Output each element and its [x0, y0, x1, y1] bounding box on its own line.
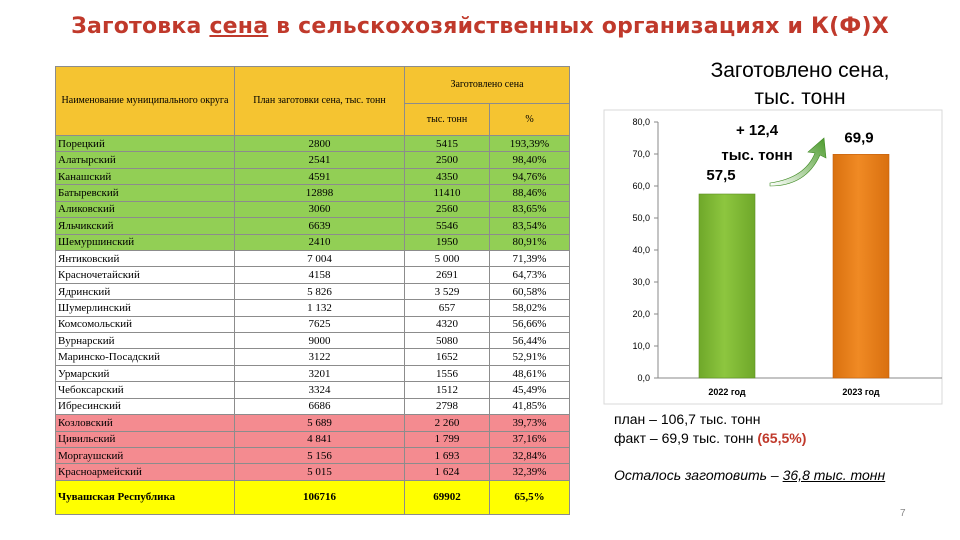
cell-tons: 2500: [405, 152, 490, 168]
cell-pct: 48,61%: [490, 365, 570, 381]
cell-name: Ядринский: [56, 283, 235, 299]
x-tick-label: 2022 год: [708, 387, 746, 397]
table-row: [56, 448, 570, 464]
cell-tons: 657: [405, 300, 490, 316]
cell-pct: 80,91%: [490, 234, 570, 250]
cell-name: Яльчикский: [56, 218, 235, 234]
cell-name: Ибресинский: [56, 398, 235, 414]
plan-line: план – 106,7 тыс. тонн: [614, 411, 761, 427]
table-row: [56, 316, 570, 332]
cell-plan: 1 132: [235, 300, 405, 316]
table-row: [56, 349, 570, 365]
cell-tons: 11410: [405, 185, 490, 201]
cell-pct: 94,76%: [490, 168, 570, 184]
annotation-unit: тыс. тонн: [721, 147, 793, 164]
header-name: Наименование муниципального округа: [56, 67, 235, 136]
table-row: [56, 136, 570, 152]
y-tick-label: 40,0: [632, 245, 650, 255]
table-row: [56, 398, 570, 414]
header-pct: %: [490, 104, 570, 136]
cell-name: Шумерлинский: [56, 300, 235, 316]
header-harvested: Заготовлено сена: [405, 67, 570, 104]
table-row: [56, 415, 570, 431]
cell-pct: 32,39%: [490, 464, 570, 480]
cell-tons: 1 624: [405, 464, 490, 480]
cell-pct: 71,39%: [490, 250, 570, 266]
cell-pct: 39,73%: [490, 415, 570, 431]
cell-pct: 83,54%: [490, 218, 570, 234]
cell-plan: 2541: [235, 152, 405, 168]
cell-plan: 3324: [235, 382, 405, 398]
cell-name: Алатырский: [56, 152, 235, 168]
cell-name: Комсомольский: [56, 316, 235, 332]
table-row: [56, 234, 570, 250]
cell-plan: 3201: [235, 365, 405, 381]
cell-pct: 88,46%: [490, 185, 570, 201]
cell-pct: 193,39%: [490, 136, 570, 152]
cell-pct: 37,16%: [490, 431, 570, 447]
fact-text: факт – 69,9 тыс. тонн: [614, 430, 754, 446]
harvest-table: [55, 66, 570, 515]
annotation-increase: + 12,4: [735, 122, 779, 139]
cell-pct: 58,02%: [490, 300, 570, 316]
y-tick-label: 30,0: [632, 277, 650, 287]
y-tick-label: 80,0: [632, 117, 650, 127]
cell-plan: 5 826: [235, 283, 405, 299]
table-row: [56, 218, 570, 234]
cell-tons: 5415: [405, 136, 490, 152]
y-tick-label: 60,0: [632, 181, 650, 191]
cell-plan: 7625: [235, 316, 405, 332]
cell-pct: 56,66%: [490, 316, 570, 332]
cell-name: Чебоксарский: [56, 382, 235, 398]
cell-plan: 5 156: [235, 448, 405, 464]
harvest-bar-chart: [600, 108, 945, 408]
table-row: [56, 464, 570, 480]
cell-plan: 3060: [235, 201, 405, 217]
table-row: [56, 152, 570, 168]
cell-tons: 1 693: [405, 448, 490, 464]
cell-plan: 7 004: [235, 250, 405, 266]
cell-tons: 5 000: [405, 250, 490, 266]
y-tick-label: 10,0: [632, 341, 650, 351]
cell-plan: 3122: [235, 349, 405, 365]
table-row: [56, 333, 570, 349]
remaining-value: 36,8 тыс. тонн: [782, 467, 886, 483]
cell-plan: 6639: [235, 218, 405, 234]
cell-plan: 5 689: [235, 415, 405, 431]
cell-pct: 83,65%: [490, 201, 570, 217]
chart-title: [660, 57, 940, 111]
table-body: [56, 136, 570, 515]
total-name: Чувашская Республика: [56, 480, 235, 514]
cell-name: Красночетайский: [56, 267, 235, 283]
header-tons: тыс. тонн: [405, 104, 490, 136]
y-tick-label: 70,0: [632, 149, 650, 159]
total-pct: 65,5%: [490, 480, 570, 514]
remaining-line: [614, 467, 885, 483]
cell-tons: 2560: [405, 201, 490, 217]
cell-plan: 4158: [235, 267, 405, 283]
title-part1: Заготовка: [71, 14, 210, 39]
cell-plan: 9000: [235, 333, 405, 349]
cell-pct: 64,73%: [490, 267, 570, 283]
cell-tons: 4350: [405, 168, 490, 184]
cell-name: Канашский: [56, 168, 235, 184]
cell-tons: 2691: [405, 267, 490, 283]
y-tick-label: 20,0: [632, 309, 650, 319]
cell-tons: 3 529: [405, 283, 490, 299]
cell-name: Батыревский: [56, 185, 235, 201]
total-plan: 106716: [235, 480, 405, 514]
table-row: [56, 185, 570, 201]
table-row: [56, 168, 570, 184]
cell-tons: 1652: [405, 349, 490, 365]
table-total-row: [56, 480, 570, 514]
title-part2: в сельскохозяйственных организациях и К(Ф)Х: [268, 14, 889, 39]
table-row: [56, 267, 570, 283]
cell-name: Шемуршинский: [56, 234, 235, 250]
table-row: [56, 201, 570, 217]
chart-title-line2: тыс. тонн: [754, 86, 846, 109]
cell-pct: 45,49%: [490, 382, 570, 398]
cell-tons: 1512: [405, 382, 490, 398]
cell-name: Порецкий: [56, 136, 235, 152]
fact-line: [614, 429, 806, 448]
cell-name: Янтиковский: [56, 250, 235, 266]
table-row: [56, 300, 570, 316]
cell-plan: 2800: [235, 136, 405, 152]
page-number: 7: [900, 508, 906, 519]
cell-plan: 2410: [235, 234, 405, 250]
cell-plan: 4591: [235, 168, 405, 184]
cell-tons: 2798: [405, 398, 490, 414]
cell-name: Урмарский: [56, 365, 235, 381]
header-plan: План заготовки сена, тыс. тонн: [235, 67, 405, 136]
table-row: [56, 283, 570, 299]
cell-name: Цивильский: [56, 431, 235, 447]
cell-tons: 1 799: [405, 431, 490, 447]
cell-pct: 41,85%: [490, 398, 570, 414]
cell-name: Козловский: [56, 415, 235, 431]
cell-plan: 5 015: [235, 464, 405, 480]
cell-name: Моргаушский: [56, 448, 235, 464]
total-tons: 69902: [405, 480, 490, 514]
cell-tons: 1556: [405, 365, 490, 381]
chart-title-line1: Заготовлено сена,: [710, 59, 890, 82]
cell-pct: 56,44%: [490, 333, 570, 349]
cell-pct: 60,58%: [490, 283, 570, 299]
cell-tons: 2 260: [405, 415, 490, 431]
table-row: [56, 365, 570, 381]
cell-plan: 6686: [235, 398, 405, 414]
cell-plan: 12898: [235, 185, 405, 201]
cell-tons: 1950: [405, 234, 490, 250]
cell-tons: 5546: [405, 218, 490, 234]
fact-pct: (65,5%): [757, 430, 807, 446]
cell-pct: 98,40%: [490, 152, 570, 168]
title-underlined: сена: [209, 14, 269, 39]
bar-2022: [699, 194, 755, 378]
data-label: 57,5: [706, 167, 736, 184]
cell-tons: 5080: [405, 333, 490, 349]
data-label: 69,9: [844, 129, 874, 147]
table-row: [56, 250, 570, 266]
table-row: [56, 382, 570, 398]
x-tick-label: 2023 год: [842, 387, 880, 397]
cell-pct: 52,91%: [490, 349, 570, 365]
cell-name: Маринско-Посадский: [56, 349, 235, 365]
plan-fact-block: [614, 410, 806, 448]
remaining-prefix: Осталось заготовить –: [614, 467, 783, 483]
y-tick-label: 50,0: [632, 213, 650, 223]
bar-2023: [833, 154, 889, 378]
cell-name: Аликовский: [56, 201, 235, 217]
cell-tons: 4320: [405, 316, 490, 332]
y-tick-label: 0,0: [637, 373, 650, 383]
cell-name: Красноармейский: [56, 464, 235, 480]
page-title: [0, 14, 960, 39]
table-row: [56, 431, 570, 447]
cell-name: Вурнарский: [56, 333, 235, 349]
cell-pct: 32,84%: [490, 448, 570, 464]
cell-plan: 4 841: [235, 431, 405, 447]
